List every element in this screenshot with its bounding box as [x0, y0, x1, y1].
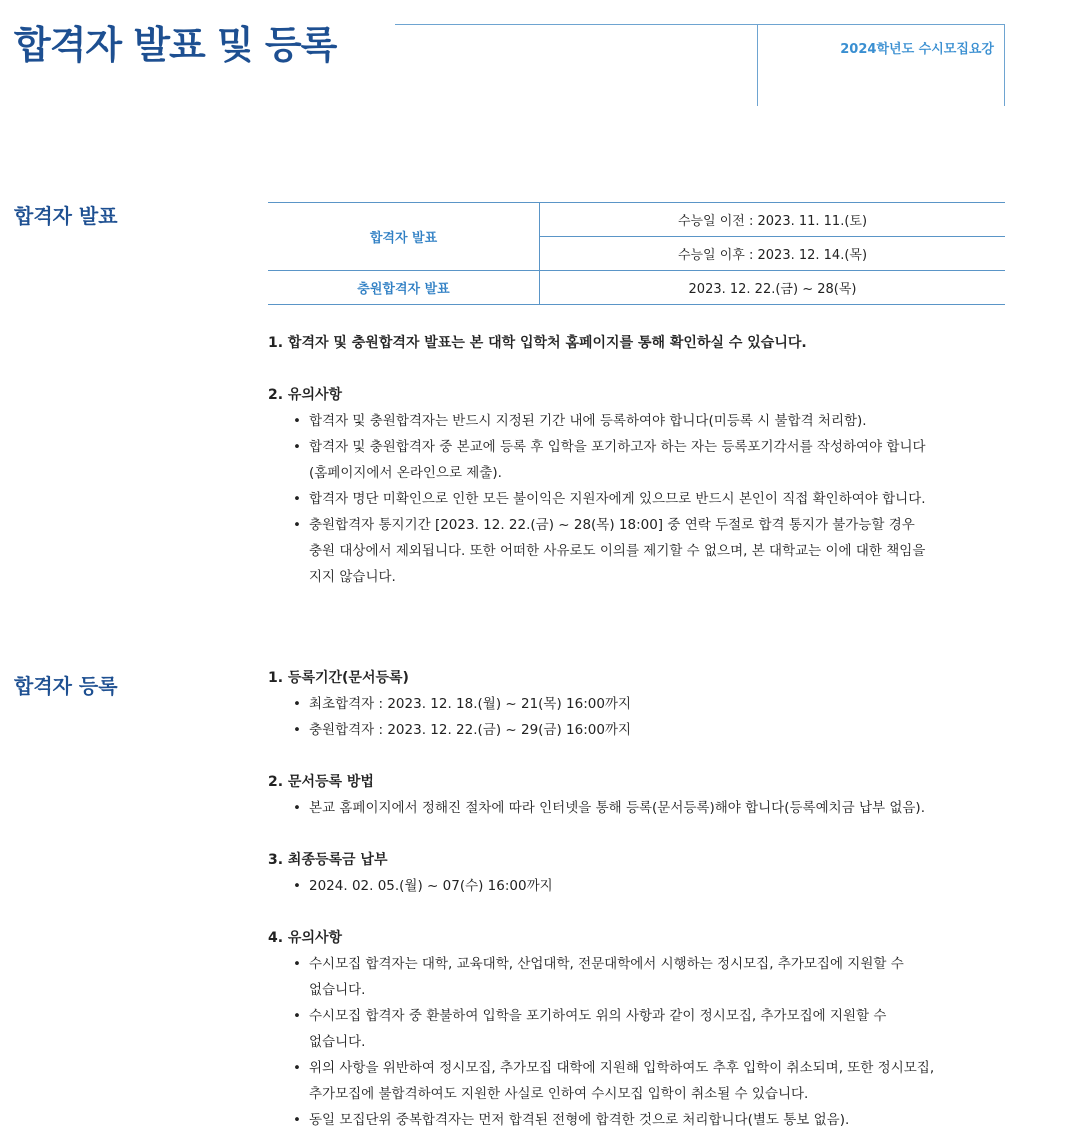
table-row: [268, 271, 1005, 305]
section-title-registration: 합격자 등록: [14, 674, 118, 698]
list-item: • 합격자 및 충원합격자 중 본교에 등록 후 입학을 포기하고자 하는 자는 등록포기각서를 작성하여야 합니다: [309, 434, 988, 460]
list-item: • 2024. 02. 05.(월) ~ 07(수) 16:00까지: [309, 873, 988, 899]
table-row: [268, 203, 1005, 237]
header-divider: [757, 24, 758, 106]
section-title-announcement: 합격자 발표: [14, 204, 118, 228]
list-item: • 수시모집 합격자 중 환불하여 입학을 포기하여도 위의 사항과 같이 정시모집, 추가모집에 지원할 수: [309, 1003, 988, 1029]
item-title: 4. 유의사항: [268, 930, 343, 946]
table-header-announcement: 합격자 발표: [268, 203, 540, 271]
list-item: • 충원합격자 : 2023. 12. 22.(금) ~ 29(금) 16:00까지: [309, 717, 988, 743]
announcement-schedule-table: [268, 202, 1005, 305]
item-title: 2. 문서등록 방법: [268, 774, 374, 790]
list-item: • 합격자 명단 미확인으로 인한 모든 불이익은 지원자에게 있으므로 반드시 본인이 직접 확인하여야 합니다.: [309, 486, 988, 512]
bullet-list: [268, 795, 988, 821]
bullet-list: [268, 408, 988, 590]
page-title: 합격자 발표 및 등록: [14, 23, 337, 67]
list-item: • 합격자 및 충원합격자는 반드시 지정된 기간 내에 등록하여야 합니다(미등록 시 불합격 처리함).: [309, 408, 988, 434]
item-title: 1. 등록기간(문서등록): [268, 670, 409, 686]
list-item: • 본교 홈페이지에서 정해진 절차에 따라 인터넷을 통해 등록(문서등록)해야 합니다(등록예치금 납부 없음).: [309, 795, 988, 821]
bullet-list: [268, 873, 988, 899]
registration-content: [268, 665, 988, 1133]
announcement-content: [268, 330, 988, 590]
guide-label: 2024학년도 수시모집요강: [840, 42, 994, 57]
list-item-continuation: 지지 않습니다.: [309, 569, 396, 585]
table-header-additional: 충원합격자 발표: [268, 271, 540, 305]
list-item: • 동일 모집단위 중복합격자는 먼저 합격된 전형에 합격한 것으로 처리합니다(별도 통보 없음).: [309, 1107, 988, 1133]
item-title: 1. 합격자 및 충원합격자 발표는 본 대학 입학처 홈페이지를 통해 확인하실 수 있습니다.: [268, 335, 807, 351]
bullet-list: [268, 951, 988, 1133]
table-cell: 수능일 이후 : 2023. 12. 14.(목): [540, 237, 1006, 271]
item-title: 3. 최종등록금 납부: [268, 852, 388, 868]
bullet-list: [268, 691, 988, 743]
list-item-continuation: 없습니다.: [309, 982, 366, 998]
list-item: • 위의 사항을 위반하여 정시모집, 추가모집 대학에 지원해 입학하여도 추후 입학이 취소되며, 또한 정시모집,: [309, 1055, 988, 1081]
list-item-continuation: 추가모집에 불합격하여도 지원한 사실로 인하여 수시모집 입학이 취소될 수 있습니다.: [309, 1086, 809, 1102]
list-item: • 수시모집 합격자는 대학, 교육대학, 산업대학, 전문대학에서 시행하는 정시모집, 추가모집에 지원할 수: [309, 951, 988, 977]
list-item: • 충원합격자 통지기간 [2023. 12. 22.(금) ~ 28(목) 18:00] 중 연락 두절로 합격 통지가 불가능할 경우: [309, 512, 988, 538]
list-item-continuation: 없습니다.: [309, 1034, 366, 1050]
list-item: • 최초합격자 : 2023. 12. 18.(월) ~ 21(목) 16:00까지: [309, 691, 988, 717]
table-cell: 수능일 이전 : 2023. 11. 11.(토): [540, 203, 1006, 237]
item-title: 2. 유의사항: [268, 387, 343, 403]
header-rule: [395, 24, 1005, 25]
table-cell: 2023. 12. 22.(금) ~ 28(목): [540, 271, 1006, 305]
list-item-continuation: (홈페이지에서 온라인으로 제출).: [309, 465, 502, 481]
list-item-continuation: 충원 대상에서 제외됩니다. 또한 어떠한 사유로도 이의를 제기할 수 없으며, 본 대학교는 이에 대한 책임을: [309, 543, 926, 559]
header-divider-right: [1004, 24, 1005, 106]
